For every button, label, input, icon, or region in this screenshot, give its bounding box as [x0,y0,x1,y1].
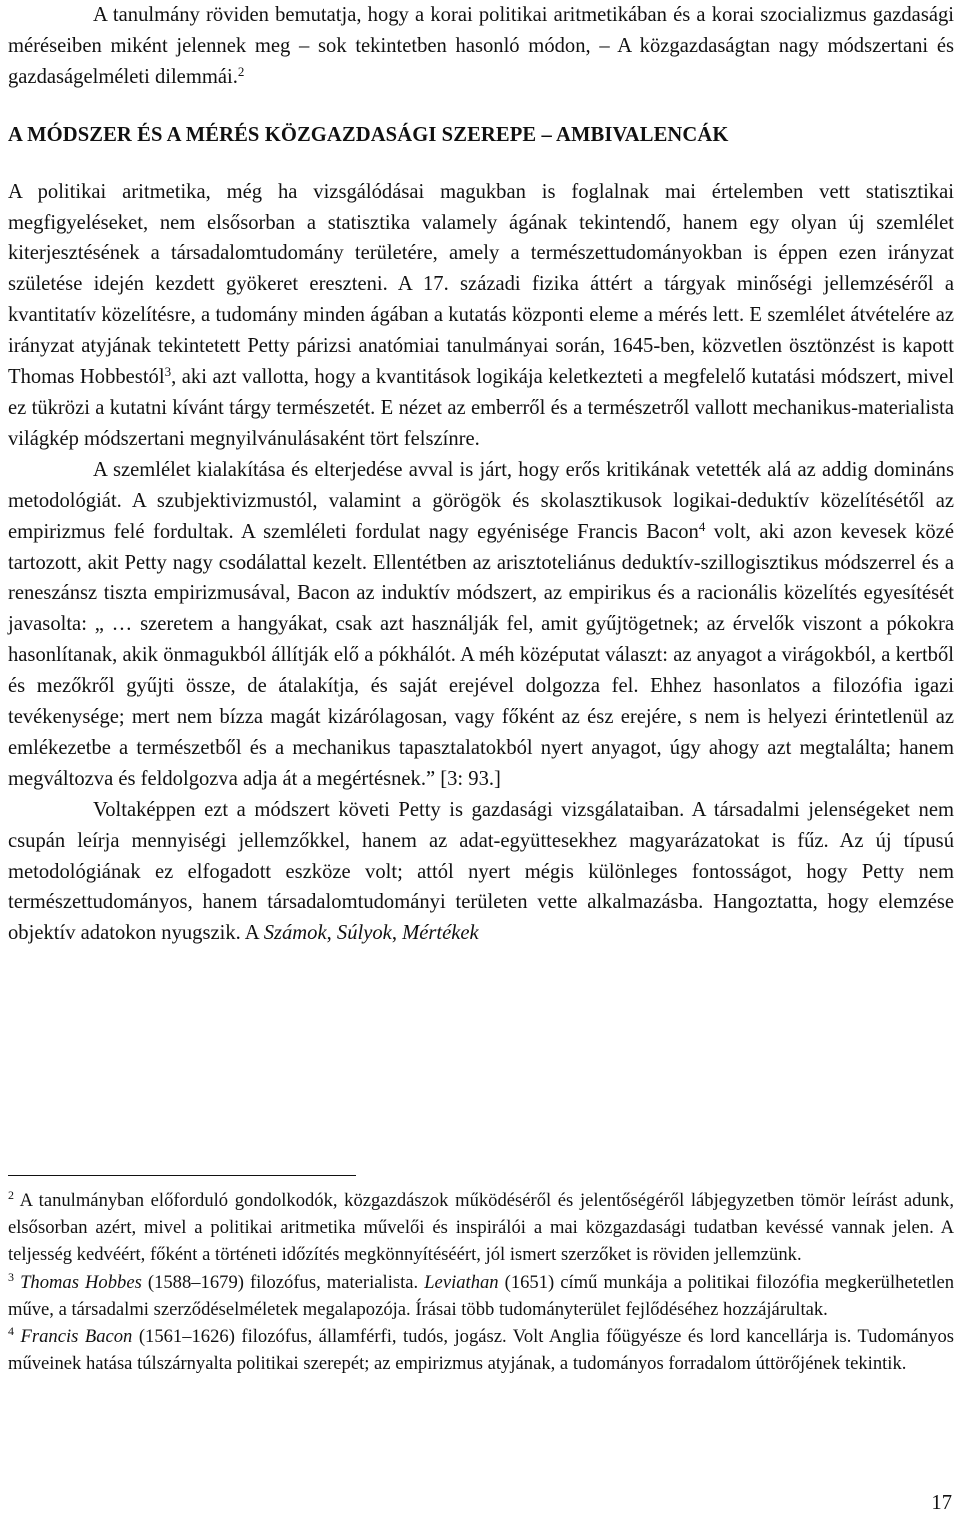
footnote-2 [8,1187,954,1269]
footnote-author-name: Thomas Hobbes [20,1271,142,1293]
footnote-number: 4 [8,1324,14,1339]
footnote-text: (1651) című munkája a politikai filozófia megkerülhetetlen műve, a társadalmi szerződéselméletek megalapozója. Írásai több tudományterület fejlődéséhez hozzájárultak. [8,1271,954,1320]
section-heading: A MÓDSZER ÉS A MÉRÉS KÖZGAZDASÁGI SZEREPE – AMBIVALENCÁK [8,123,729,146]
footnote-ref-2[interactable]: 2 [237,63,245,79]
footnote-divider [8,1175,356,1176]
footnotes [8,1187,954,1377]
footnote-author-name: Francis Bacon [20,1326,133,1348]
separator: , [326,922,337,945]
paragraph-2 [8,455,954,795]
paragraph-3 [8,795,954,950]
footnote-ref-4[interactable]: 4 [698,518,706,534]
italic-term: Súlyok [336,922,392,945]
separator: , [391,922,403,945]
footnote-number: 2 [8,1188,14,1202]
footnote-text: (1561–1626) filozófus, államférfi, tudós, jogász. Volt Anglia főügyésze és lord kancellárja is. Tudományos műveinek hatása túlszárnyalta politikai szerepét; az empirizmus atyjának, a tudományos forradalom úttörőjének tekintik. [8,1326,954,1375]
footnote-work-title: Leviathan [424,1271,499,1293]
paragraph-2-text-cont: volt, aki azon kevesek közé tartozott, akit Petty nagy csodálattal kezelt. Ellentétben az arisztoteliánus deduktív-szillogisztikus módszerrel és a reneszánsz tiszta empirizmusával, Bacon az induktív módszert, az empirikus és a racionális közelítés egyesítését javasolta: „ … szeretem a hangyákat, csak azt használják fel, amit gyűjtögetnek; az érvelők viszont a pókokra hasonlítanak, akik önmagukból állítják elő a pókhálót. A méh középutat választ: az anyagot a virágokból, a kertből és mezőkről gyűjti össze, de átalakítja, és saját erejével dolgozza fel. Ehhez hasonlatos a filozófia igazi tevékenysége; mert nem bízza magát kizárólagosan, vagy főként az ész erejére, s nem is helyezi érintetlenül az emlékezetbe a természetből és a mechanikus tapasztalatokból nyert anyagot, úgy ahogy azt megtalálta; hanem megváltozva és feldolgozva adja át a megértésnek.” [3: 93.] [8,520,954,790]
italic-term: Számok [263,922,327,945]
footnote-number: 3 [8,1269,14,1284]
paragraph-1-text-cont: , aki azt vallotta, hogy a kvantitások logikája keletkezteti a megfelelő kutatási módszert, mivel ez tükrözi a kutatni kívánt tárgy természetét. E nézet az emberről és a természetről vallott mechanikus-materialista világkép módszertani megnyilvánulásaként tört felszínre. [8,366,954,450]
intro-text: A tanulmány röviden bemutatja, hogy a korai politikai aritmetikában és a korai szocializmus gazdasági méréseiben miként jelennek meg – sok tekintetben hasonló módon, – A közgazdaságtan nagy módszertani és gazdaságelméleti dilemmái. [8,4,954,88]
footnote-ref-3[interactable]: 3 [164,364,172,380]
page-number: 17 [931,1492,952,1514]
footnote-text: A tanulmányban előforduló gondolkodók, közgazdászok működéséről és jelentőségéről lábjegyzetben tömör leírást adunk, elsősorban azért, mivel a politikai aritmetika művelői és inspirálói a mai közgazdasági tudatban kevéssé vannak jelen. A teljesség kedvéért, főként a történeti időzítés megkönnyítéséért, jól ismert szerzőket is röviden jellemzünk. [8,1190,954,1266]
main-text [8,0,954,949]
intro-paragraph [8,0,954,93]
footnote-3 [8,1269,954,1323]
paragraph-3-text: Voltaképpen ezt a módszert követi Petty is gazdasági vizsgálataiban. A társadalmi jelenségeket nem csupán leírja mennyiségi jellemzőkkel, hanem az adat-együttesekhez magyarázatokat is fűz. Az új típusú metodológiának ez elfogadott eszköze volt; attól nyert mégis különleges fontosságot, hogy Petty nem természettudományos, hanem társadalomtudományi területen vette alkalmazásba. Hangoztatta, hogy elemzése objektív adatokon nyugszik. A [8,798,954,945]
italic-term: Mértékek [402,922,479,945]
footnote-4 [8,1323,954,1377]
footnote-text: (1588–1679) filozófus, materialista. [141,1271,425,1293]
paragraph-2-text: A szemlélet kialakítása és elterjedése avval is járt, hogy erős kritikának vetették alá az addig domináns metodológiát. A szubjektivizmustól, valamint a görögök és skolasztikusok logikai-deduktív közelítésétől az empirizmus felé fordultak. A szemléleti fordulat nagy egyénisége Francis Bacon [8,458,954,543]
paragraph-1 [8,177,954,455]
paragraph-1-text: A politikai aritmetika, még ha vizsgálódásai magukban is foglalnak mai értelemben vett statisztikai megfigyeléseket, nem elsősorban a statisztika valamely ágának tekintendő, hanem egy olyan új szemlélet kiterjesztésének a társadalomtudomány területére, amely a természettudományokban is éppen ezen irányzat születése idején kezdett gyökeret ereszteni. A 17. századi fizika áttért a tárgyak minőségi jellemzéséről a kvantitatív közelítésre, a tudomány minden ágában a kutatás központi eleme a mérés lett. E szemlélet átvételére az irányzat atyjának tekintetett Petty párizsi anatómiai tanulmányai során, 1645-ben, közvetlen ösztönzést is kapott Thomas Hobbestól [8,180,954,389]
page-body [8,0,954,949]
